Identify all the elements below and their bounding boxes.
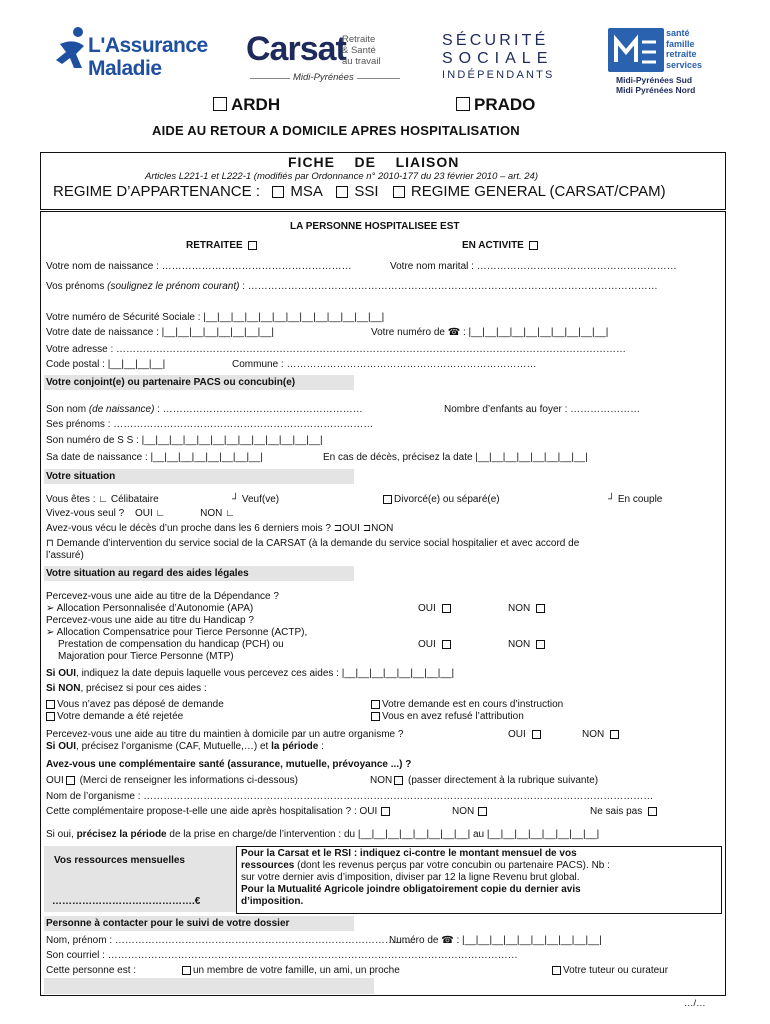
organisme-field[interactable]: Nom de l’organisme : ……………………………………………………………………………………………………………………………………… [46,791,654,802]
msa-region2: Midi Pyrénées Nord [616,85,696,95]
maintien-oui-option[interactable] [508,729,543,740]
prado-checkbox[interactable] [456,97,470,111]
couple-label: En couple [617,494,663,505]
apa-non-label: NON [508,603,531,614]
propose-question-row [46,806,392,817]
vous-etes-label: Vous êtes : [46,494,96,505]
vivez-seul-non-checkbox[interactable]: ∟ [225,508,235,519]
veuf-option[interactable] [232,494,279,505]
ressources-note4: Pour la Mutualité Agricole joindre obligatoirement copie du dernier avis [241,884,581,895]
regime-general-checkbox[interactable] [393,186,405,198]
contact-famille-label: un membre de votre famille, un ami, un proche [193,965,400,976]
celibataire-checkbox-icon[interactable]: ∟ [98,494,109,505]
actp-label: ➢ Allocation Compensatrice pour Tierce Personne (ACTP), [46,627,308,638]
couple-checkbox-icon[interactable]: ┘ [608,494,616,505]
contact-famille-option[interactable] [182,965,400,976]
assurance-logo-top: L'Assurance [88,34,208,57]
maintien-non-option[interactable] [582,729,621,740]
contact-email-field[interactable]: Son courriel : …………………………………………………………………………………………………………… [46,950,518,961]
propose-question: Cette complémentaire propose-t-elle une aide après hospitalisation ? : OUI [46,806,378,817]
secu-number-field[interactable]: Votre numéro de Sécurité Sociale : |__|__|__|__|__|__|__|__|__|__|__|__|__| [46,312,385,323]
conjoint-nom-field[interactable] [46,404,363,415]
dependance-question: Percevez-vous une aide au titre de la Dépendance ? [46,591,279,602]
contact-tuteur-checkbox[interactable] [552,966,561,975]
ressources-note5: d’imposition. [241,896,304,907]
secu-line2: SOCIALE [442,50,554,67]
regime-msa-label: MSA [290,183,323,200]
deces-proche-oui-label: OUI [342,523,360,534]
si-non-rest: , précisez si pour ces aides : [80,683,207,694]
complementaire-non-checkbox[interactable] [394,776,403,785]
msa-line-retraite: retraite [666,49,697,59]
si-non-row [46,683,207,694]
apa-oui-label: OUI [418,603,436,614]
regime-ssi-checkbox[interactable] [336,186,348,198]
refuse-checkbox[interactable] [371,712,380,721]
prenoms-label: Vos prénoms [46,281,108,292]
prenoms-hint: (soulignez le prénom courant) [107,281,240,292]
conjoint-birth-field[interactable]: Sa date de naissance : |__|__|__|__|__|__|__|__| [46,452,263,463]
ne-sais-pas-checkbox[interactable] [648,807,657,816]
maintien-oui-label: OUI [508,729,526,740]
prenoms-dots: : …………………………………………………………………………………………………………… [239,281,658,292]
propose-non-label: NON [452,806,475,817]
birth-date-field[interactable]: Votre date de naissance : |__|__|__|__|__|__|__|__| [46,327,274,338]
si-oui2-rest: , précisez l’organisme (CAF, Mutuelle,…) et [76,741,272,752]
periode-prise-en-charge-field[interactable] [46,829,599,840]
demande-intervention-checkbox[interactable]: ⊓ [46,538,54,549]
complementaire-question: Avez-vous une complémentaire santé (assurance, mutuelle, prévoyance ...) ? [46,759,412,770]
regime-ssi-label: SSI [354,183,379,200]
carsat-tag3: au travail [342,56,381,67]
msa-lines [666,28,718,70]
regime-row [53,183,666,200]
complementaire-oui-option[interactable] [46,775,298,786]
msa-line-services: services [666,59,703,70]
retraitee-checkbox[interactable] [248,241,257,250]
en-activite-option[interactable] [462,240,540,251]
carsat-region: Midi-Pyrénées [290,72,357,83]
en-cours-checkbox[interactable] [371,700,380,709]
contact-tuteur-label: Votre tuteur ou curateur [563,965,669,976]
phone-field[interactable]: Votre numéro de ☎ : |__|__|__|__|__|__|__|__|__|__| [371,327,609,338]
contact-qualite-label: Cette personne est : [46,965,137,976]
maintien-non-checkbox[interactable] [610,730,619,739]
apa-oui-option[interactable] [418,603,453,614]
vivez-seul-row [46,508,235,519]
ressources-note3: sur votre dernier avis d’imposition, diviser par 12 la ligne Revenu brut global. [241,872,580,883]
rejetee-option[interactable] [46,711,183,722]
commune-field[interactable]: Commune : ………………………………………………………………… [232,359,537,370]
conjoint-prenoms-field[interactable]: Ses prénoms : …………………………………………………………………… [46,419,374,430]
deces-proche-non-label: NON [371,523,394,534]
contact-nom-field[interactable]: Nom, prénom : ……………………………………………………………………………… [46,935,415,946]
address-field[interactable]: Votre adresse : ……………………………………………………………………………………………………………………………………… [46,344,627,355]
si-non-bold: Si NON [46,683,81,694]
refuse-option[interactable] [371,711,524,722]
form-title: AIDE AU RETOUR A DOMICILE APRES HOSPITALISATION [152,123,520,138]
retraitee-option[interactable] [186,240,259,251]
assurance-logo-bottom: Maladie [88,57,162,80]
complementaire-non-label: NON [370,775,393,786]
apa-oui-checkbox[interactable] [442,604,451,613]
handicap-non-label: NON [508,639,531,650]
pch-label: Prestation de compensation du handicap (PCH) ou [58,639,284,650]
vivez-seul-oui-checkbox[interactable]: ∟ [155,508,166,519]
si-oui2-bold: Si OUI [46,741,77,752]
divorce-label: Divorcé(e) ou séparé(e) [394,494,500,505]
apa-non-option[interactable] [508,603,547,614]
periode-tail: : [318,741,324,752]
situation-section: Votre situation [44,469,354,484]
maintien-non-label: NON [582,729,605,740]
handicap-non-option[interactable] [508,639,547,650]
conjoint-nom-hint: (de naissance) [88,404,155,415]
carsat-tag1: Retraite [342,34,376,45]
deces-proche-oui-checkbox[interactable]: ⊐ [333,523,343,534]
carsat-tag2: & Santé [342,45,376,56]
msa-emblem [608,28,664,72]
maintien-organisme-row[interactable] [46,741,324,752]
ardh-label: ARDH [231,95,281,114]
msa-logo [608,28,720,98]
ressources-note1: Pour la Carsat et le RSI : indiquez ci-contre le montant mensuel de vos [241,848,577,859]
periode-prefix: Si oui, [46,829,77,840]
handicap-question: Percevez-vous une aide au titre du Handicap ? [46,615,254,626]
complementaire-non-option[interactable] [370,775,598,786]
deces-proche-row [46,523,393,534]
handicap-oui-label: OUI [418,639,436,650]
handicap-oui-option[interactable] [418,639,453,650]
regime-msa-checkbox[interactable] [272,186,284,198]
complementaire-oui-checkbox[interactable] [66,776,75,785]
divorce-option[interactable] [381,494,500,505]
periode-bold: la période [271,741,319,752]
ressources-label: Vos ressources mensuelles [54,855,185,866]
nom-marital-field[interactable]: Votre nom marital : …………………………………………………… [390,261,677,272]
enfants-field[interactable]: Nombre d’enfants au foyer : ………………… [444,404,641,415]
demande-intervention-line1: Demande d’intervention du service social de la CARSAT (à la demande du service social hospitalier et avec accord de [56,538,580,549]
contact-tuteur-option[interactable] [552,965,668,976]
en-cours-label: Votre demande est en cours d’instruction [382,699,564,710]
regime-general-label: REGIME GENERAL (CARSAT/CPAM) [410,183,666,200]
si-oui-date-field[interactable] [46,668,454,679]
ressources-note2-rest: (dont les revenus perçus par votre concubin ou partenaire PACS). Nb : [294,860,610,871]
securite-sociale-logo [440,32,560,84]
pas-depose-checkbox[interactable] [46,700,55,709]
contact-famille-checkbox[interactable] [182,966,191,975]
en-cours-option[interactable] [371,699,563,710]
en-activite-label: EN ACTIVITE [462,240,524,251]
carsat-logo-name: Carsat [246,30,346,68]
en-activite-checkbox[interactable] [529,241,538,250]
ressources-amount-field[interactable]: …………………………………….€ [52,896,201,907]
refuse-label: Vous en avez refusé l’attribution [382,711,524,722]
aides-section: Votre situation au regard des aides légales [44,566,354,581]
ardh-checkbox[interactable] [213,97,227,111]
mtp-label: Majoration pour Tierce Personne (MTP) [58,651,234,662]
periode-label-bold: précisez la période [76,829,167,840]
handicap-non-checkbox[interactable] [536,640,545,649]
maintien-oui-checkbox[interactable] [532,730,541,739]
rejetee-label: Votre demande a été rejetée [57,711,184,722]
contact-section: Personne à contacter pour le suivi de votre dossier [44,916,354,931]
ressources-note2 [241,860,610,871]
msa-m-icon [608,28,664,72]
vous-etes-row [46,494,159,505]
celibataire-label: Célibataire [110,494,159,505]
couple-option[interactable] [608,494,662,505]
prado-option[interactable] [456,95,535,115]
demande-intervention-row[interactable] [46,538,579,549]
assurance-figure-icon [52,24,92,74]
contact-phone-field[interactable]: Numéro de ☎ : |__|__|__|__|__|__|__|__|__|__| [389,935,602,946]
divorce-checkbox[interactable] [383,495,392,504]
secu-line1: SÉCURITÉ [442,32,549,49]
vivez-seul-label: Vivez-vous seul ? [46,508,125,519]
periode-rest: de la prise en charge/de l’intervention : du |__|__|__|__|__|__|__|__| au |__|__|__|__|__|__|__|__| [166,829,600,840]
apa-label: ➢ Allocation Personnalisée d’Autonomie (APA) [46,603,254,614]
msa-line-famille: famille [666,38,695,49]
assurance-maladie-logo [52,18,208,88]
liaison-title: FICHE DE LIAISON [288,154,460,170]
si-oui-bold: Si OUI [46,668,77,679]
msa-line-sante: santé [666,28,690,38]
postal-code-field[interactable]: Code postal : |__|__|__|__| [46,359,166,370]
si-oui-rest: , indiquez la date depuis laquelle vous percevez ces aides : |__|__|__|__|__|__|__|__| [76,668,455,679]
vivez-seul-oui-label: OUI [134,508,153,519]
deces-proche-non-checkbox[interactable]: ⊐ [362,523,372,534]
complementaire-oui-label: OUI [46,775,64,786]
deces-proche-label: Avez-vous vécu le décès d’un proche dans les 6 derniers mois ? [46,523,331,534]
apa-non-checkbox[interactable] [536,604,545,613]
handicap-oui-checkbox[interactable] [442,640,451,649]
propose-non-checkbox[interactable] [478,807,487,816]
propose-non-option[interactable] [452,806,489,817]
maintien-question: Percevez-vous une aide au titre du maintien à domicile par un autre organisme ? [46,729,404,740]
conjoint-nom-dots: : …………………………………………………… [154,404,363,415]
secu-line3: INDÉPENDANTS [442,69,555,81]
person-heading: LA PERSONNE HOSPITALISEE EST [290,221,460,232]
conjoint-ss-field[interactable]: Son numéro de S S : |__|__|__|__|__|__|__|__|__|__|__|__|__| [46,435,323,446]
veuf-checkbox-icon[interactable]: ┘ [232,494,240,505]
conjoint-nom-label: Son nom [46,404,89,415]
ressources-note2-bold: ressources [241,860,295,871]
ne-sais-pas-label: Ne sais pas [590,806,643,817]
veuf-label: Veuf(ve) [241,494,280,505]
nom-naissance-field[interactable]: Votre nom de naissance : ………………………………………………… [46,261,352,272]
prado-label: PRADO [474,95,536,114]
retraitee-label: RETRAITEE [186,240,243,251]
propose-oui-checkbox[interactable] [381,807,390,816]
liaison-articles: Articles L221-1 et L222-1 (modifiés par Ordonnance n° 2010-177 du 23 février 2010 – art. 24) [145,171,539,182]
pas-depose-option[interactable] [46,699,224,710]
complementaire-non-hint: (passer directement à la rubrique suivante) [408,775,599,786]
ne-sais-pas-option[interactable] [590,806,659,817]
contact-bottom-shade [44,978,374,994]
conjoint-section: Votre conjoint(e) ou partenaire PACS ou concubin(e) [44,375,354,390]
pas-depose-label: Vous n’avez pas déposé de demande [57,699,224,710]
prenoms-field[interactable] [46,281,658,292]
rejetee-checkbox[interactable] [46,712,55,721]
regime-label: REGIME D’APPARTENANCE : [53,183,260,200]
deces-date-field[interactable]: En cas de décès, précisez la date |__|__|__|__|__|__|__|__| [323,452,588,463]
ardh-option[interactable] [213,95,280,115]
vivez-seul-non-label: NON [200,508,223,519]
complementaire-oui-hint: (Merci de renseigner les informations ci-dessous) [79,775,298,786]
carsat-logo [246,28,406,88]
msa-region1: Midi-Pyrénées Sud [616,75,693,85]
demande-intervention-line2: l’assuré) [46,550,84,561]
page-continue-marker: …/… [684,998,706,1009]
